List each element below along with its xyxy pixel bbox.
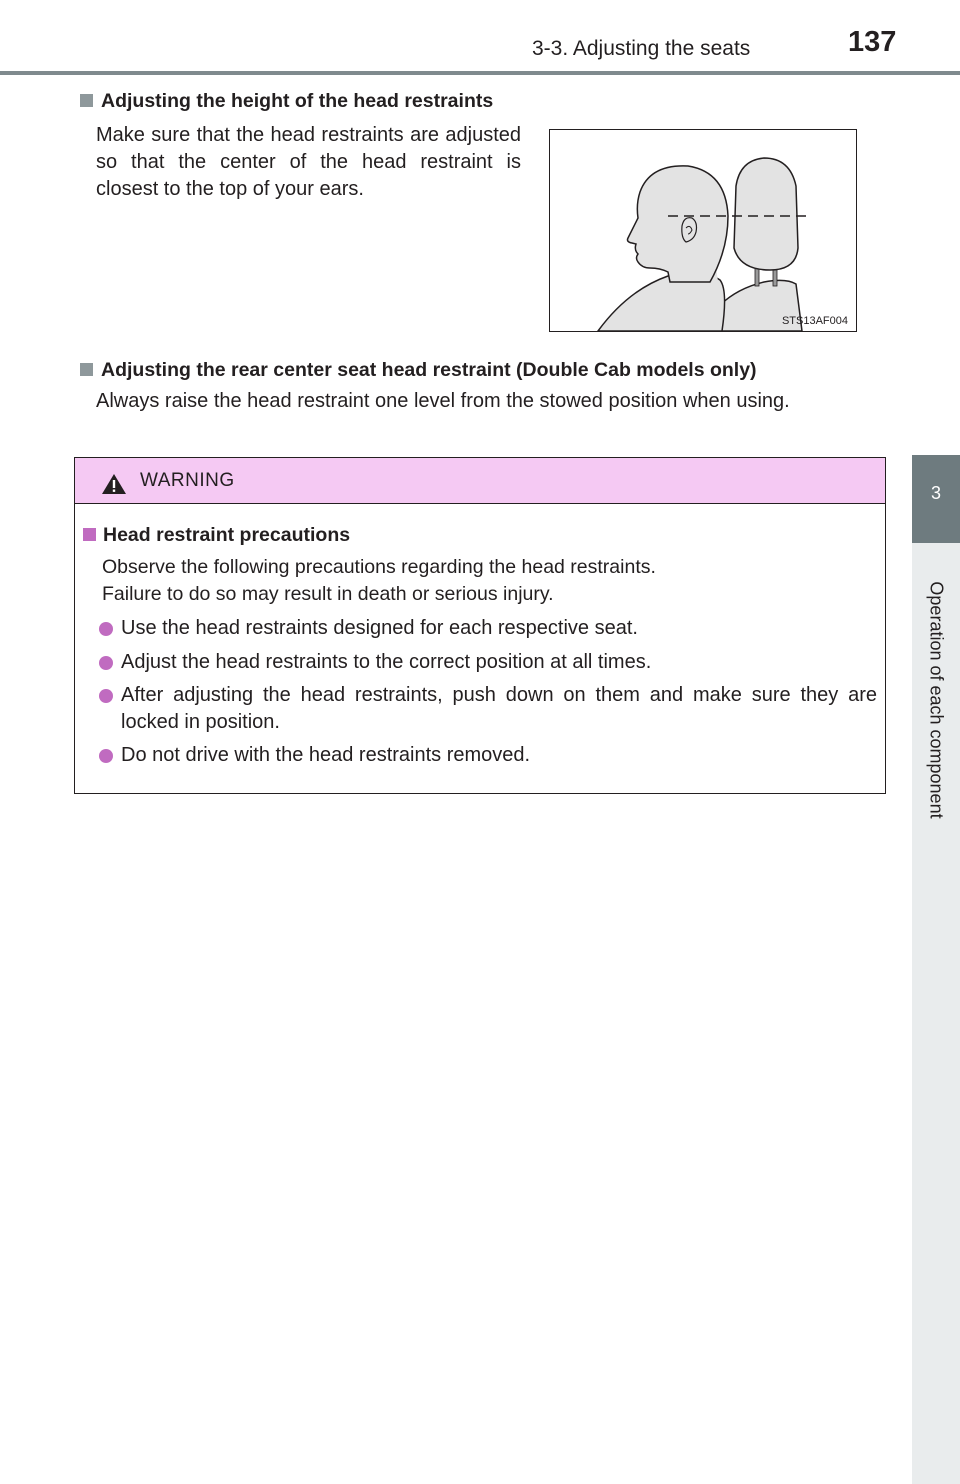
round-bullet-icon [99, 689, 113, 703]
round-bullet-icon [99, 622, 113, 636]
square-bullet-icon [83, 528, 96, 541]
section-heading-text: Adjusting the rear center seat head restraint (Double Cab models only) [101, 359, 757, 381]
section-body-rear-center-restraint: Always raise the head restraint one level from the stowed position when using. [96, 390, 790, 412]
square-bullet-icon [80, 363, 93, 376]
section-heading-head-restraint-height [80, 90, 493, 113]
warning-heading-text: Head restraint precautions [103, 524, 351, 546]
warning-intro-line-1: Observe the following precautions regarding the head restraints. [102, 556, 656, 578]
head-restraint-illustration [549, 129, 857, 332]
chapter-number: 3 [930, 483, 941, 503]
head-and-restraint-figure [550, 130, 856, 331]
warning-intro-line-2: Failure to do so may result in death or serious injury. [102, 583, 554, 605]
page-number: 137 [848, 26, 897, 58]
section-body-head-restraint-height: Make sure that the head restraints are adjusted so that the center of the head restraint is closest to the top of your ears. [96, 124, 521, 200]
section-heading-text: Adjusting the height of the head restraints [101, 90, 494, 112]
warning-list-item: Do not drive with the head restraints removed. [99, 742, 877, 769]
warning-label: WARNING [140, 470, 235, 491]
round-bullet-icon [99, 656, 113, 670]
header-rule [0, 71, 960, 75]
section-heading-rear-center-restraint [80, 359, 757, 382]
warning-box [74, 457, 886, 794]
chapter-title: Operation of each component [926, 581, 947, 819]
warning-triangle-icon [101, 473, 127, 495]
warning-list-item: Adjust the head restraints to the correct position at all times. [99, 649, 877, 676]
figure-code: STS13AF004 [781, 315, 848, 327]
warning-list-item: After adjusting the head restraints, push down on them and make sure they are locked in position. [99, 682, 877, 736]
chapter-tab[interactable] [912, 455, 960, 543]
round-bullet-icon [99, 749, 113, 763]
section-title: 3-3. Adjusting the seats [532, 37, 751, 60]
square-bullet-icon [80, 94, 93, 107]
warning-list-item: Use the head restraints designed for each respective seat. [99, 615, 877, 642]
warning-header [75, 458, 885, 504]
warning-heading [83, 524, 350, 547]
